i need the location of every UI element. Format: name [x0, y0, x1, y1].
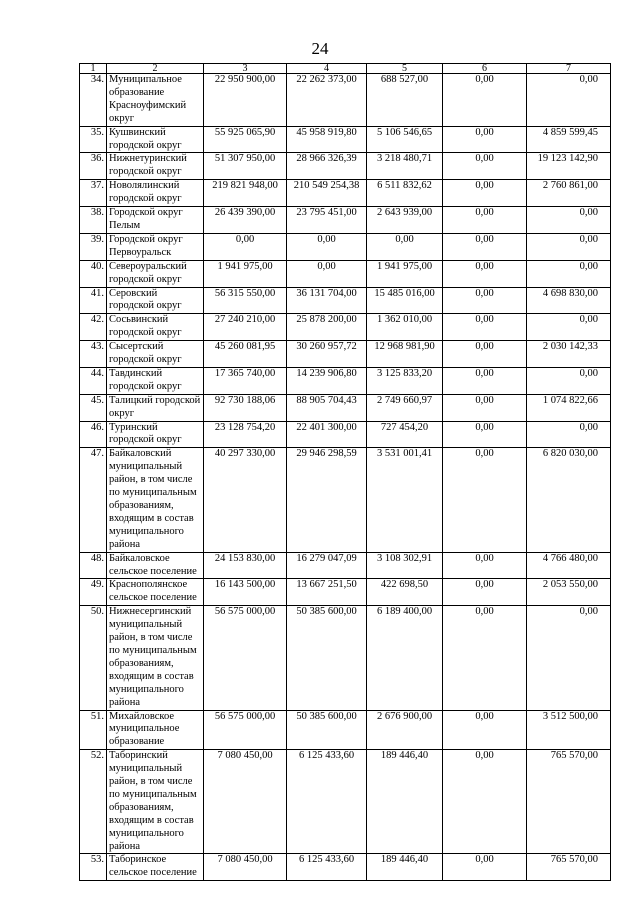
value-col-4: 22 401 300,00	[287, 421, 367, 448]
value-col-4: 29 946 298,59	[287, 448, 367, 552]
value-col-3: 56 575 000,00	[204, 606, 287, 710]
value-col-4: 6 125 433,60	[287, 750, 367, 854]
value-col-7: 0,00	[527, 260, 611, 287]
value-col-4: 88 905 704,43	[287, 394, 367, 421]
table-row	[80, 606, 611, 710]
table-row	[80, 750, 611, 854]
table-row	[80, 579, 611, 606]
table-row	[80, 854, 611, 881]
municipality-name: Михайловское муниципальное образование	[107, 710, 204, 750]
value-col-3: 56 575 000,00	[204, 710, 287, 750]
municipality-name: Краснополянское сельское поселение	[107, 579, 204, 606]
value-col-4: 210 549 254,38	[287, 180, 367, 207]
value-col-6: 0,00	[443, 854, 527, 881]
row-number: 37.	[80, 180, 107, 207]
row-number: 49.	[80, 579, 107, 606]
value-col-6: 0,00	[443, 314, 527, 341]
value-col-6: 0,00	[443, 341, 527, 368]
column-header: 6	[443, 64, 527, 74]
value-col-5: 12 968 981,90	[367, 341, 443, 368]
value-col-5: 1 941 975,00	[367, 260, 443, 287]
row-number: 40.	[80, 260, 107, 287]
value-col-7: 6 820 030,00	[527, 448, 611, 552]
municipality-name: Талицкий городской округ	[107, 394, 204, 421]
row-number: 39.	[80, 233, 107, 260]
value-col-5: 3 531 001,41	[367, 448, 443, 552]
municipality-name: Таборинский муниципальный район, в том числе по муниципальным образованиям, входящим в состав муниципального района	[107, 750, 204, 854]
row-number: 46.	[80, 421, 107, 448]
value-col-5: 3 108 302,91	[367, 552, 443, 579]
value-col-6: 0,00	[443, 153, 527, 180]
value-col-3: 27 240 210,00	[204, 314, 287, 341]
row-number: 48.	[80, 552, 107, 579]
value-col-5: 0,00	[367, 233, 443, 260]
table-row	[80, 126, 611, 153]
value-col-3: 7 080 450,00	[204, 750, 287, 854]
value-col-5: 727 454,20	[367, 421, 443, 448]
municipality-name: Тавдинский городской округ	[107, 367, 204, 394]
value-col-5: 688 527,00	[367, 74, 443, 127]
municipality-name: Байкаловское сельское поселение	[107, 552, 204, 579]
value-col-7: 0,00	[527, 421, 611, 448]
value-col-5: 5 106 546,65	[367, 126, 443, 153]
municipality-name: Новолялинский городской округ	[107, 180, 204, 207]
value-col-5: 6 189 400,00	[367, 606, 443, 710]
table-row	[80, 153, 611, 180]
value-col-6: 0,00	[443, 367, 527, 394]
value-col-5: 6 511 832,62	[367, 180, 443, 207]
value-col-6: 0,00	[443, 394, 527, 421]
value-col-5: 2 643 939,00	[367, 207, 443, 234]
municipality-name: Муниципальное образование Красноуфимский округ	[107, 74, 204, 127]
row-number: 34.	[80, 74, 107, 127]
column-header: 3	[204, 64, 287, 74]
value-col-5: 1 362 010,00	[367, 314, 443, 341]
value-col-5: 3 218 480,71	[367, 153, 443, 180]
value-col-6: 0,00	[443, 552, 527, 579]
page-number: 24	[311, 39, 329, 58]
value-col-7: 3 512 500,00	[527, 710, 611, 750]
value-col-6: 0,00	[443, 260, 527, 287]
value-col-4: 23 795 451,00	[287, 207, 367, 234]
row-number: 38.	[80, 207, 107, 234]
municipality-name: Серовский городской округ	[107, 287, 204, 314]
table-row	[80, 341, 611, 368]
value-col-4: 13 667 251,50	[287, 579, 367, 606]
value-col-5: 3 125 833,20	[367, 367, 443, 394]
value-col-7: 0,00	[527, 606, 611, 710]
table-row	[80, 74, 611, 127]
value-col-3: 45 260 081,95	[204, 341, 287, 368]
header-row	[80, 64, 611, 74]
value-col-6: 0,00	[443, 579, 527, 606]
value-col-3: 7 080 450,00	[204, 854, 287, 881]
table-row	[80, 260, 611, 287]
value-col-7: 0,00	[527, 74, 611, 127]
municipality-name: Североуральский городской округ	[107, 260, 204, 287]
table-header	[80, 64, 611, 74]
table-row	[80, 394, 611, 421]
value-col-6: 0,00	[443, 180, 527, 207]
column-header: 4	[287, 64, 367, 74]
table-row	[80, 233, 611, 260]
value-col-3: 22 950 900,00	[204, 74, 287, 127]
value-col-4: 50 385 600,00	[287, 606, 367, 710]
value-col-4: 14 239 906,80	[287, 367, 367, 394]
row-number: 50.	[80, 606, 107, 710]
row-number: 52.	[80, 750, 107, 854]
value-col-6: 0,00	[443, 74, 527, 127]
value-col-5: 2 676 900,00	[367, 710, 443, 750]
value-col-6: 0,00	[443, 750, 527, 854]
value-col-5: 422 698,50	[367, 579, 443, 606]
value-col-4: 16 279 047,09	[287, 552, 367, 579]
table-row	[80, 448, 611, 552]
value-col-7: 4 859 599,45	[527, 126, 611, 153]
value-col-4: 30 260 957,72	[287, 341, 367, 368]
municipality-name: Нижнетуринский городской округ	[107, 153, 204, 180]
value-col-7: 2 030 142,33	[527, 341, 611, 368]
value-col-7: 765 570,00	[527, 750, 611, 854]
table-row	[80, 552, 611, 579]
municipality-name: Нижнесергинский муниципальный район, в том числе по муниципальным образованиям, входящим в состав муниципального района	[107, 606, 204, 710]
value-col-4: 6 125 433,60	[287, 854, 367, 881]
value-col-3: 0,00	[204, 233, 287, 260]
value-col-3: 40 297 330,00	[204, 448, 287, 552]
value-col-7: 0,00	[527, 367, 611, 394]
table-row	[80, 207, 611, 234]
value-col-4: 45 958 919,80	[287, 126, 367, 153]
row-number: 45.	[80, 394, 107, 421]
value-col-4: 50 385 600,00	[287, 710, 367, 750]
value-col-5: 15 485 016,00	[367, 287, 443, 314]
value-col-3: 17 365 740,00	[204, 367, 287, 394]
value-col-7: 19 123 142,90	[527, 153, 611, 180]
row-number: 35.	[80, 126, 107, 153]
column-header: 7	[527, 64, 611, 74]
value-col-3: 56 315 550,00	[204, 287, 287, 314]
value-col-6: 0,00	[443, 287, 527, 314]
table-row	[80, 180, 611, 207]
value-col-7: 765 570,00	[527, 854, 611, 881]
value-col-3: 1 941 975,00	[204, 260, 287, 287]
municipality-name: Таборинское сельское поселение	[107, 854, 204, 881]
value-col-7: 1 074 822,66	[527, 394, 611, 421]
value-col-4: 0,00	[287, 233, 367, 260]
value-col-3: 51 307 950,00	[204, 153, 287, 180]
value-col-6: 0,00	[443, 448, 527, 552]
municipality-name: Городской округ Первоуральск	[107, 233, 204, 260]
row-number: 44.	[80, 367, 107, 394]
municipality-name: Сысертский городской округ	[107, 341, 204, 368]
table-row	[80, 287, 611, 314]
value-col-5: 189 446,40	[367, 750, 443, 854]
column-header: 1	[80, 64, 107, 74]
value-col-7: 0,00	[527, 233, 611, 260]
municipality-name: Туринский городской округ	[107, 421, 204, 448]
value-col-7: 4 766 480,00	[527, 552, 611, 579]
column-header: 5	[367, 64, 443, 74]
table-body	[80, 74, 611, 881]
value-col-7: 4 698 830,00	[527, 287, 611, 314]
municipality-name: Кушвинский городской округ	[107, 126, 204, 153]
table-row	[80, 710, 611, 750]
value-col-6: 0,00	[443, 126, 527, 153]
value-col-3: 219 821 948,00	[204, 180, 287, 207]
value-col-4: 28 966 326,39	[287, 153, 367, 180]
value-col-6: 0,00	[443, 421, 527, 448]
value-col-3: 26 439 390,00	[204, 207, 287, 234]
value-col-7: 2 053 550,00	[527, 579, 611, 606]
row-number: 41.	[80, 287, 107, 314]
table-row	[80, 421, 611, 448]
value-col-6: 0,00	[443, 207, 527, 234]
municipality-name: Городской округ Пелым	[107, 207, 204, 234]
municipality-name: Байкаловский муниципальный район, в том числе по муниципальным образованиям, входящим в состав муниципального района	[107, 448, 204, 552]
row-number: 51.	[80, 710, 107, 750]
value-col-5: 189 446,40	[367, 854, 443, 881]
row-number: 36.	[80, 153, 107, 180]
value-col-3: 16 143 500,00	[204, 579, 287, 606]
value-col-6: 0,00	[443, 233, 527, 260]
value-col-7: 0,00	[527, 314, 611, 341]
value-col-3: 55 925 065,90	[204, 126, 287, 153]
value-col-3: 92 730 188,06	[204, 394, 287, 421]
value-col-3: 24 153 830,00	[204, 552, 287, 579]
row-number: 47.	[80, 448, 107, 552]
value-col-6: 0,00	[443, 606, 527, 710]
row-number: 42.	[80, 314, 107, 341]
municipality-name: Сосьвинский городской округ	[107, 314, 204, 341]
row-number: 43.	[80, 341, 107, 368]
value-col-7: 0,00	[527, 207, 611, 234]
value-col-5: 2 749 660,97	[367, 394, 443, 421]
value-col-4: 0,00	[287, 260, 367, 287]
value-col-3: 23 128 754,20	[204, 421, 287, 448]
value-col-4: 22 262 373,00	[287, 74, 367, 127]
column-header: 2	[107, 64, 204, 74]
row-number: 53.	[80, 854, 107, 881]
value-col-6: 0,00	[443, 710, 527, 750]
value-col-4: 36 131 704,00	[287, 287, 367, 314]
budget-table	[79, 63, 611, 881]
value-col-4: 25 878 200,00	[287, 314, 367, 341]
value-col-7: 2 760 861,00	[527, 180, 611, 207]
table-row	[80, 314, 611, 341]
table-row	[80, 367, 611, 394]
